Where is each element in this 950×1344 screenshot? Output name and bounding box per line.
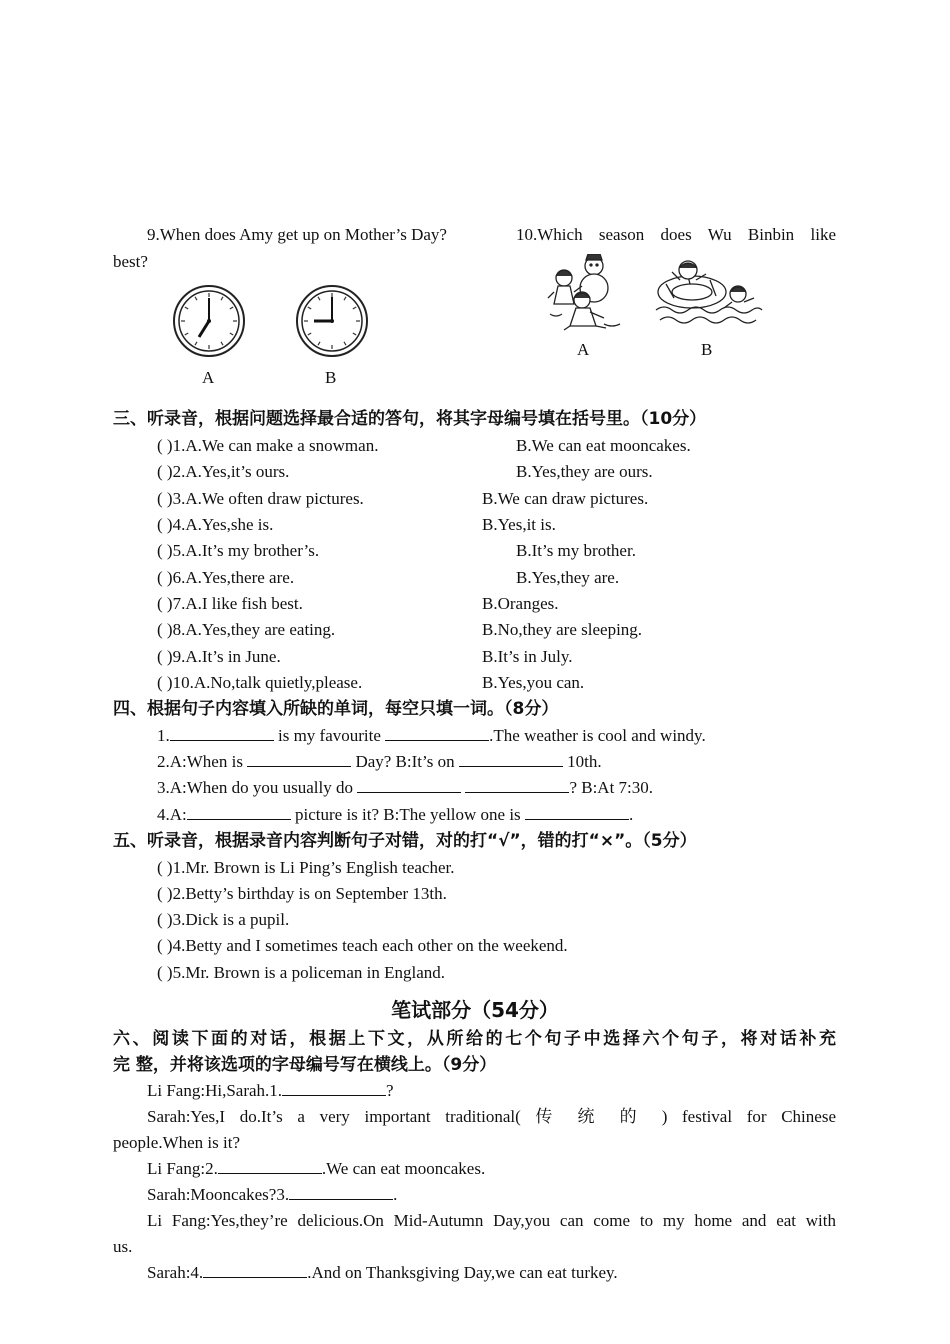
s5-item-3: ( )3.Dick is a pupil. xyxy=(157,910,290,929)
picture-b-label: B xyxy=(701,340,713,359)
dialogue-line-3 xyxy=(147,1158,485,1180)
s4-l1-part-b: is my favourite xyxy=(273,726,386,745)
s5-item-4: ( )4.Betty and I sometimes teach each other on the weekend. xyxy=(157,936,568,955)
s5-item-2: ( )2.Betty’s birthday is on September 13th. xyxy=(157,884,447,903)
s3-q8-option-a: ( )8.A.Yes,they are eating. xyxy=(157,620,336,639)
section-5-title: 五、听录音，根据录音内容判断句子对错，对的打“√”，错的打“×”。（5分） xyxy=(113,831,697,851)
question-9-tail: best? xyxy=(113,252,148,271)
s4-l3-part-a: 3.A:When do you usually do xyxy=(157,778,358,797)
clock-b-label: B xyxy=(325,368,337,387)
dialogue-3-part-a: Li Fang:2. xyxy=(147,1159,218,1178)
s4-line-1 xyxy=(157,725,706,747)
s3-q5-option-b: B.It’s my brother. xyxy=(516,541,636,560)
s3-q3-option-b: B.We can draw pictures. xyxy=(482,489,649,508)
s3-q5-option-a: ( )5.A.It’s my brother’s. xyxy=(157,541,320,560)
summer-swimming-picture xyxy=(652,258,764,328)
section-6-title-line-1: 六、阅读下面的对话，根据上下文，从所给的七个句子中选择六个句子，将对话补充 xyxy=(113,1029,836,1049)
dialogue-line-4 xyxy=(147,1184,397,1206)
s3-q9-option-b: B.It’s in July. xyxy=(482,647,573,666)
section-4-title: 四、根据句子内容填入所缺的单词，每空只填一词。（8分） xyxy=(113,699,559,719)
s4-l4-part-a: 4.A: xyxy=(157,805,187,824)
s4-l1-part-a: 1. xyxy=(157,726,170,745)
dialogue-line-6 xyxy=(147,1262,618,1284)
written-part-heading: 笔试部分（54分） xyxy=(391,998,559,1022)
s4-blank-5[interactable] xyxy=(357,777,461,793)
s3-q7-option-a: ( )7.A.I like fish best. xyxy=(157,594,303,613)
s3-q2-option-b: B.Yes,they are ours. xyxy=(516,462,653,481)
s4-blank-1[interactable] xyxy=(170,725,274,741)
dialogue-1-part-b: ? xyxy=(386,1081,394,1100)
dialogue-4-part-a: Sarah:Mooncakes?3. xyxy=(147,1185,290,1204)
s4-blank-2[interactable] xyxy=(385,725,489,741)
winter-snowman-picture xyxy=(546,254,622,332)
section-6-title-line-2: 完 整，并将该选项的字母编号写在横线上。（9分） xyxy=(113,1055,497,1075)
s4-l2-part-c: 10th. xyxy=(562,752,602,771)
dialogue-line-5-cont: us. xyxy=(113,1237,133,1256)
dialogue-4-part-b: . xyxy=(393,1185,398,1204)
dialogue-line-5: Li Fang:Yes,they’re delicious.On Mid-Autumn Day,you can come to my home and eat with xyxy=(147,1211,836,1230)
s3-q7-option-b: B.Oranges. xyxy=(482,594,559,613)
s3-q10-option-b: B.Yes,you can. xyxy=(482,673,585,692)
s3-q6-option-a: ( )6.A.Yes,there are. xyxy=(157,568,295,587)
dialogue-blank-1[interactable] xyxy=(282,1080,386,1096)
dialogue-line-2-cont: people.When is it? xyxy=(113,1133,240,1152)
s4-l3-part-b: ? B:At 7:30. xyxy=(569,778,654,797)
dialogue-1-part-a: Li Fang:Hi,Sarah.1. xyxy=(147,1081,283,1100)
s4-line-3 xyxy=(157,777,653,799)
s3-q4-option-b: B.Yes,it is. xyxy=(482,515,556,534)
s3-q4-option-a: ( )4.A.Yes,she is. xyxy=(157,515,274,534)
s4-blank-6[interactable] xyxy=(465,777,569,793)
s4-l1-part-c: .The weather is cool and windy. xyxy=(489,726,706,745)
s3-q8-option-b: B.No,they are sleeping. xyxy=(482,620,643,639)
s5-item-1: ( )1.Mr. Brown is Li Ping’s English teacher. xyxy=(157,858,455,877)
clock-a-icon xyxy=(172,284,246,358)
s4-blank-3[interactable] xyxy=(247,751,351,767)
dialogue-3-part-b: .We can eat mooncakes. xyxy=(321,1159,486,1178)
dialogue-blank-2[interactable] xyxy=(218,1158,322,1174)
picture-a-label: A xyxy=(577,340,590,359)
s4-blank-4[interactable] xyxy=(459,751,563,767)
s3-q10-option-a: ( )10.A.No,talk quietly,please. xyxy=(157,673,363,692)
s4-line-4 xyxy=(157,804,633,826)
s4-blank-7[interactable] xyxy=(187,804,291,820)
question-9-text: 9.When does Amy get up on Mother’s Day? xyxy=(147,225,447,244)
s5-item-5: ( )5.Mr. Brown is a policeman in England. xyxy=(157,963,446,982)
s3-q1-option-a: ( )1.A.We can make a snowman. xyxy=(157,436,379,455)
s3-q2-option-a: ( )2.A.Yes,it’s ours. xyxy=(157,462,290,481)
s3-q6-option-b: B.Yes,they are. xyxy=(516,568,620,587)
clock-a-label: A xyxy=(202,368,215,387)
dialogue-line-1 xyxy=(147,1080,394,1102)
dialogue-blank-3[interactable] xyxy=(289,1184,393,1200)
dialogue-6-part-b: .And on Thanksgiving Day,we can eat turkey. xyxy=(307,1263,618,1282)
s3-q9-option-a: ( )9.A.It’s in June. xyxy=(157,647,281,666)
dialogue-blank-4[interactable] xyxy=(203,1262,307,1278)
s4-l2-part-b: Day? B:It’s on xyxy=(351,752,459,771)
s4-blank-8[interactable] xyxy=(525,804,629,820)
s3-q1-option-b: B.We can eat mooncakes. xyxy=(516,436,691,455)
question-10-text: 10.Which season does Wu Binbin like xyxy=(516,225,836,244)
dialogue-6-part-a: Sarah:4. xyxy=(147,1263,204,1282)
section-3-title: 三、听录音，根据问题选择最合适的答句，将其字母编号填在括号里。（10分） xyxy=(113,409,707,429)
s4-l4-part-c: . xyxy=(628,805,634,824)
dialogue-line-2: Sarah:Yes,I do.It’s a very important traditional( 传 统 的 ) festival for Chinese xyxy=(147,1107,836,1126)
s4-l4-part-b: picture is it? B:The yellow one is xyxy=(290,805,525,824)
clock-b-icon xyxy=(295,284,369,358)
s4-l2-part-a: 2.A:When is xyxy=(157,752,248,771)
s4-line-2 xyxy=(157,751,602,773)
s3-q3-option-a: ( )3.A.We often draw pictures. xyxy=(157,489,364,508)
